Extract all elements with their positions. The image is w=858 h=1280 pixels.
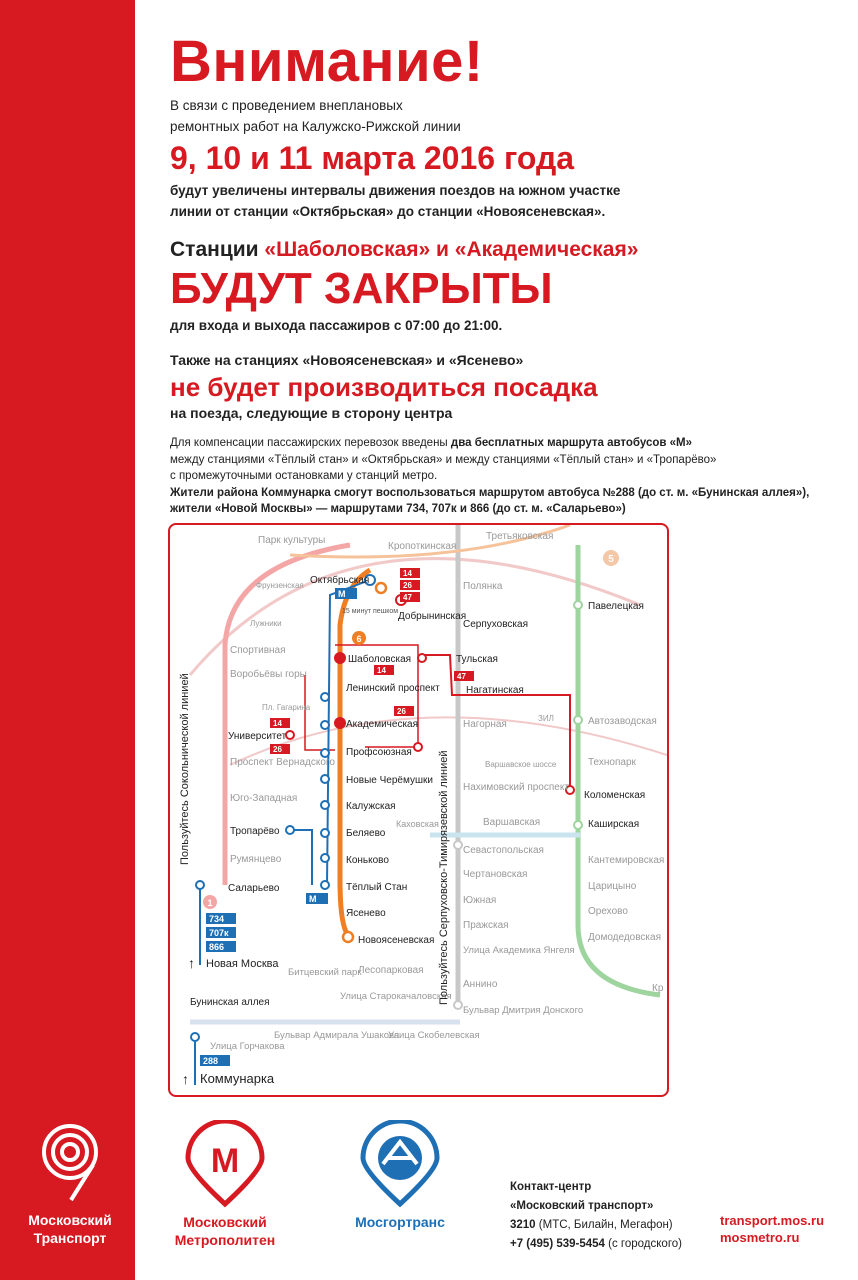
svg-text:Улица Старокачаловская: Улица Старокачаловская xyxy=(340,991,452,1002)
moscow-metro-logo: М Московский Метрополитен xyxy=(160,1120,290,1249)
also-text: Также на станциях «Новоясеневская» и «Ясенево» xyxy=(170,352,524,368)
station-dot xyxy=(454,1001,462,1009)
svg-text:47: 47 xyxy=(457,672,466,681)
station-dot xyxy=(321,881,329,889)
svg-text:Орехово: Орехово xyxy=(588,906,628,917)
dates-heading: 9, 10 и 11 марта 2016 года xyxy=(170,140,575,176)
svg-text:Юго-Западная: Юго-Западная xyxy=(230,793,298,804)
svg-text:26: 26 xyxy=(397,707,406,716)
svg-text:Пражская: Пражская xyxy=(463,920,509,931)
bus-route-m-1 xyxy=(327,580,370,885)
svg-text:Беляево: Беляево xyxy=(346,828,386,839)
svg-text:Тропарёво: Тропарёво xyxy=(230,826,280,837)
svg-text:Воробьёвы горы: Воробьёвы горы xyxy=(230,669,307,680)
svg-text:Битцевский парк: Битцевский парк xyxy=(288,967,362,978)
svg-text:Нахимовский проспект: Нахимовский проспект xyxy=(463,782,569,793)
svg-text:Ленинский проспект: Ленинский проспект xyxy=(346,683,440,694)
svg-text:Коммунарка: Коммунарка xyxy=(200,1071,275,1086)
svg-text:26: 26 xyxy=(273,745,282,754)
intervals-text: будут увеличены интервалы движения поездов на южном участке линии от станции «Октябрьская» до станции «Новоясеневская». xyxy=(170,183,621,219)
intro-text: В связи с проведением внеплановых ремонтных работ на Калужско-Рижской линии xyxy=(170,98,461,134)
station-dot xyxy=(321,854,329,862)
station-dot xyxy=(286,826,294,834)
svg-text:Нагатинская: Нагатинская xyxy=(466,685,524,696)
svg-text:47: 47 xyxy=(403,593,412,602)
svg-text:6: 6 xyxy=(356,634,362,644)
no-boarding-heading: не будет производиться посадка xyxy=(170,372,598,402)
bus-info: Для компенсации пассажирских перевозок введены два бесплатных маршрута автобусов «М» между станциями «Тёплый стан» и «Октябрьская» и между станциями «Тёплый стан» и «Тропарёво» с промежуточными остановками у станций метро. Жители района Коммунарка смогут воспользоваться маршрутом автобуса №288 (до ст. м. «Бунинская аллея»), жители «Новой Москвы» — маршрутами 734, 707к и 866 (до ст. м. «Саларьево») xyxy=(170,437,810,515)
svg-text:Улица Академика Янгеля: Улица Академика Янгеля xyxy=(463,945,575,956)
svg-text:Пользуйтесь Сокольнической лин: Пользуйтесь Сокольнической линией xyxy=(179,673,191,865)
svg-text:Тульская: Тульская xyxy=(456,654,498,665)
svg-text:707к: 707к xyxy=(209,928,229,938)
page-title: Внимание! xyxy=(170,29,484,94)
station-dot xyxy=(321,693,329,701)
station-dot xyxy=(286,731,294,739)
station-dot xyxy=(321,775,329,783)
station-dot xyxy=(574,716,582,724)
svg-text:288: 288 xyxy=(203,1056,219,1066)
zamoskvoretskaya-line xyxy=(578,545,660,995)
station-dot xyxy=(454,841,462,849)
svg-text:Фрунзенская: Фрунзенская xyxy=(256,581,304,590)
station-dot xyxy=(191,1033,199,1041)
svg-text:Парк культуры: Парк культуры xyxy=(258,535,326,546)
svg-text:5: 5 xyxy=(608,554,614,565)
closed-station-icon xyxy=(334,652,346,664)
svg-text:14: 14 xyxy=(377,666,386,675)
station-dot xyxy=(196,881,204,889)
contact-center: Контакт-центр «Московский транспорт» 3210 (МТС, Билайн, Мегафон) +7 (495) 539-5454 (с городского) xyxy=(510,1181,682,1250)
svg-text:Бульвар Адмирала Ушакова: Бульвар Адмирала Ушакова xyxy=(274,1030,400,1041)
hours-text: для входа и выхода пассажиров с 07:00 до 21:00. xyxy=(170,318,503,333)
svg-text:Технопарк: Технопарк xyxy=(588,757,636,768)
closed-station-icon xyxy=(334,717,346,729)
red-sidebar xyxy=(0,0,135,1280)
svg-text:Лужники: Лужники xyxy=(250,619,282,628)
svg-text:Царицыно: Царицыно xyxy=(588,881,637,892)
svg-text:Лесопарковая: Лесопарковая xyxy=(358,965,424,976)
svg-text:1: 1 xyxy=(207,898,213,908)
station-dot xyxy=(343,932,353,942)
svg-text:Севастопольская: Севастопольская xyxy=(463,845,544,856)
svg-text:Кантемировская: Кантемировская xyxy=(588,855,665,866)
metro-logo-icon xyxy=(180,1120,270,1208)
svg-text:734: 734 xyxy=(209,914,225,924)
bus-route-outline xyxy=(305,675,335,750)
svg-text:Каширская: Каширская xyxy=(588,819,640,830)
svg-text:Ясенево: Ясенево xyxy=(346,908,386,919)
svg-text:Улица Скобелевская: Улица Скобелевская xyxy=(388,1030,480,1041)
transport-url-link[interactable]: transport.mos.ru xyxy=(720,1213,825,1228)
svg-text:15 минут пешком: 15 минут пешком xyxy=(342,608,399,615)
svg-text:Кр: Кр xyxy=(652,983,664,994)
station-dot xyxy=(418,654,426,662)
svg-text:Саларьево: Саларьево xyxy=(228,883,280,894)
transport-logo-icon xyxy=(35,1120,105,1204)
svg-text:26: 26 xyxy=(403,581,412,590)
svg-text:Нагорная: Нагорная xyxy=(463,719,507,730)
bus-route-m-2 xyxy=(290,830,312,885)
station-dot xyxy=(574,821,582,829)
svg-text:Калужская: Калужская xyxy=(346,801,396,812)
svg-text:Коньково: Коньково xyxy=(346,855,389,866)
station-dot xyxy=(321,721,329,729)
svg-text:Университет: Университет xyxy=(228,731,287,742)
svg-text:Кропоткинская: Кропоткинская xyxy=(388,541,457,552)
svg-text:М: М xyxy=(309,894,317,904)
svg-text:Новая Москва: Новая Москва xyxy=(206,958,279,970)
svg-text:866: 866 xyxy=(209,942,225,952)
svg-text:Пл. Гагарина: Пл. Гагарина xyxy=(262,703,311,712)
svg-text:Чертановская: Чертановская xyxy=(463,869,528,880)
closed-heading: БУДУТ ЗАКРЫТЫ xyxy=(170,264,553,313)
svg-text:Павелецкая: Павелецкая xyxy=(588,601,644,612)
closed-stations-heading: Станции «Шаболовская» и «Академическая» xyxy=(170,238,639,261)
svg-text:Домодедовская: Домодедовская xyxy=(588,932,662,943)
svg-text:14: 14 xyxy=(273,719,282,728)
station-dot xyxy=(321,801,329,809)
station-dot xyxy=(414,743,422,751)
svg-text:Полянка: Полянка xyxy=(463,581,503,592)
svg-text:Профсоюзная: Профсоюзная xyxy=(346,747,412,758)
arrow-up-icon: ↑ xyxy=(188,955,195,971)
towards-text: на поезда, следующие в сторону центра xyxy=(170,405,453,421)
station-dot xyxy=(574,601,582,609)
svg-text:Спортивная: Спортивная xyxy=(230,645,286,656)
svg-text:Проспект Вернадского: Проспект Вернадского xyxy=(230,757,335,768)
svg-text:Академическая: Академическая xyxy=(346,719,419,730)
svg-text:Южная: Южная xyxy=(463,895,497,906)
svg-text:Аннино: Аннино xyxy=(463,979,498,990)
svg-text:Улица Горчакова: Улица Горчакова xyxy=(210,1041,285,1052)
svg-text:М: М xyxy=(338,589,346,599)
arrow-up-icon: ↑ xyxy=(182,1071,189,1087)
website-links xyxy=(720,1212,824,1246)
svg-text:Пользуйтесь Серпуховско-Тимиря: Пользуйтесь Серпуховско-Тимирязевской линией xyxy=(438,750,450,1005)
metro-url-link[interactable]: mosmetro.ru xyxy=(720,1230,800,1245)
svg-text:Бунинская аллея: Бунинская аллея xyxy=(190,997,270,1008)
station-dot xyxy=(321,829,329,837)
metro-map-svg xyxy=(170,525,667,1095)
svg-text:Новые Черёмушки: Новые Черёмушки xyxy=(346,775,433,786)
mosgortrans-logo-icon xyxy=(355,1120,445,1208)
svg-text:Варшавское шоссе: Варшавское шоссе xyxy=(485,760,557,769)
svg-text:Добрынинская: Добрынинская xyxy=(398,611,467,622)
svg-text:ЗИЛ: ЗИЛ xyxy=(538,714,554,723)
svg-text:Коломенская: Коломенская xyxy=(584,790,646,801)
svg-text:Автозаводская: Автозаводская xyxy=(588,716,657,727)
svg-text:Новоясеневская: Новоясеневская xyxy=(358,935,435,946)
svg-text:Шаболовская: Шаболовская xyxy=(348,654,412,665)
svg-text:Серпуховская: Серпуховская xyxy=(463,619,528,630)
moscow-transport-logo: Московский Транспорт xyxy=(10,1120,130,1247)
station-dot xyxy=(376,583,386,593)
station-dot xyxy=(321,749,329,757)
svg-text:Октябрьская: Октябрьская xyxy=(310,575,370,586)
svg-text:Бульвар Дмитрия Донского: Бульвар Дмитрия Донского xyxy=(463,1005,584,1016)
svg-text:Румянцево: Румянцево xyxy=(230,854,282,865)
svg-text:Каховская: Каховская xyxy=(396,819,439,829)
metro-map xyxy=(168,523,669,1097)
svg-text:14: 14 xyxy=(403,569,412,578)
svg-text:М: М xyxy=(210,1142,240,1180)
svg-text:Третьяковская: Третьяковская xyxy=(486,531,554,542)
mosgortrans-logo: Мосгортранс xyxy=(335,1120,465,1231)
svg-text:Варшавская: Варшавская xyxy=(483,817,541,828)
svg-text:Тёплый Стан: Тёплый Стан xyxy=(346,882,408,893)
